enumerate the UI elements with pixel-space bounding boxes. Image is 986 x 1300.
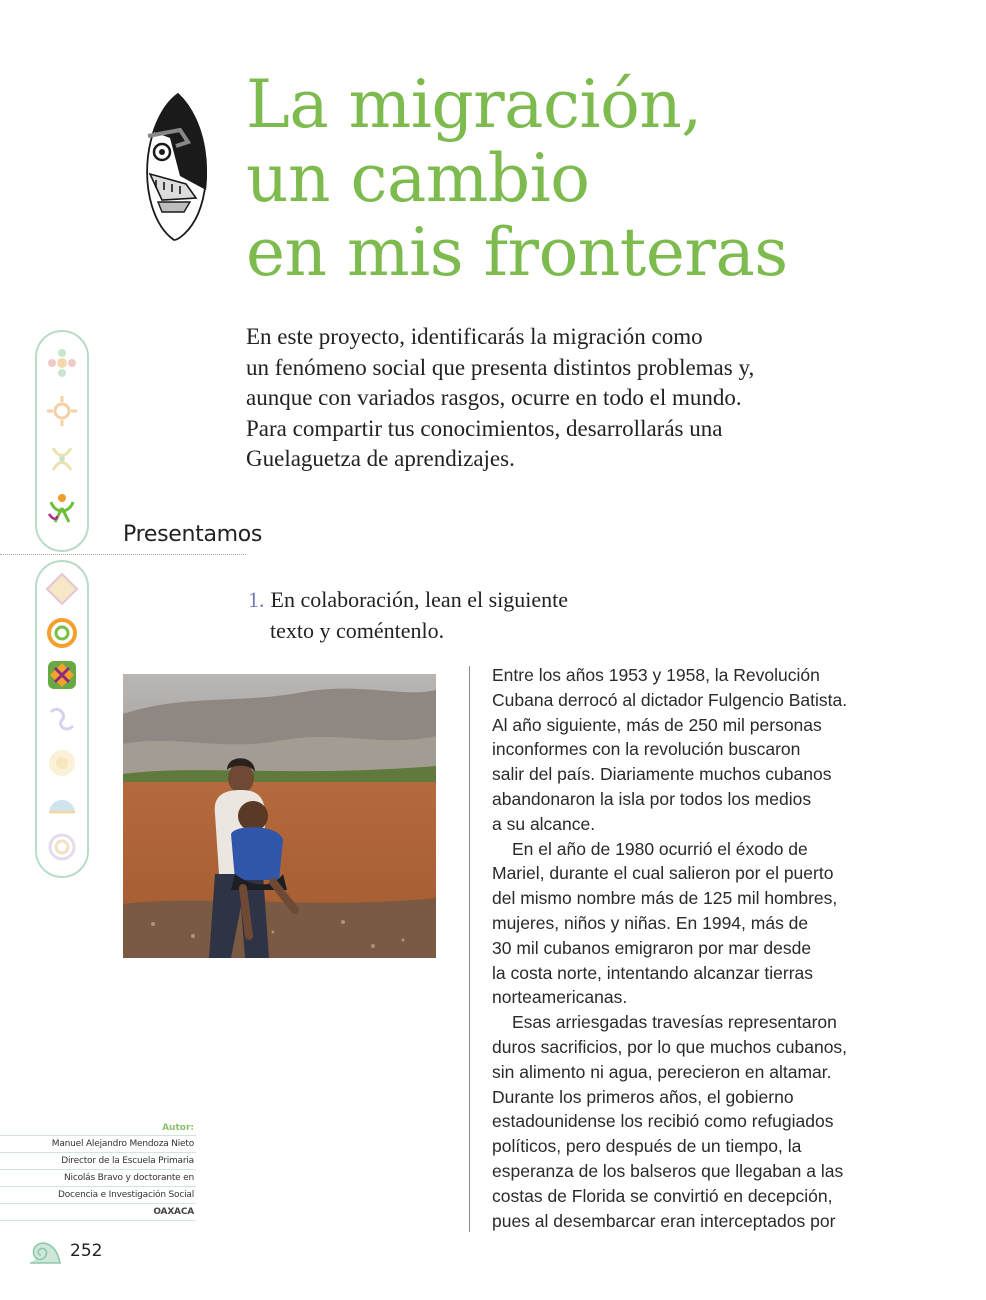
- column-divider: [469, 666, 470, 1232]
- article-line: a su alcance.: [492, 813, 596, 834]
- article-line: Entre los años 1953 y 1958, la Revolución: [492, 665, 820, 685]
- article-line: sin alimento ni agua, perecieron en altamar.: [492, 1061, 832, 1082]
- intro-line: un fenómeno social que presenta distintos problemas y,: [246, 354, 755, 380]
- active-person-icon: [45, 492, 79, 526]
- article-line: duros sacrificios, por lo que muchos cubanos,: [492, 1036, 848, 1057]
- orange-ring-icon: [45, 616, 79, 650]
- title-line: en mis fronteras: [246, 214, 788, 291]
- infinity-glyph-icon: [45, 702, 79, 736]
- article-line: del mismo nombre más de 125 mil hombres,: [492, 888, 838, 909]
- article-line: costas de Florida se convirtió en decepción,: [492, 1185, 833, 1206]
- diamond-glyph-icon: [45, 572, 79, 606]
- spiral-shell-icon: [28, 1239, 62, 1265]
- square-diamond-icon: [45, 658, 79, 692]
- activity-instruction: [248, 584, 648, 646]
- mound-glyph-icon: [45, 788, 79, 822]
- article-line: Durante los primeros años, el gobierno: [492, 1086, 794, 1107]
- article-line: estadounidense los recibió como refugiados: [492, 1111, 834, 1132]
- article-line: inconformes con la revolución buscaron: [492, 739, 801, 760]
- author-label: Autor:: [162, 1123, 194, 1133]
- author-credit: [0, 1121, 196, 1221]
- activity-line: texto y coméntenlo.: [270, 618, 445, 643]
- article-line: abandonaron la isla por todos los medios: [492, 788, 812, 809]
- title-line: un cambio: [246, 140, 590, 217]
- article-line: En el año de 1980 ocurrió el éxodo de: [512, 838, 808, 859]
- author-line: Director de la Escuela Primaria: [0, 1152, 196, 1169]
- article-line: Cubana derrocó al dictador Fulgencio Batista.: [492, 689, 848, 710]
- author-line: Docencia e Investigación Social: [0, 1186, 196, 1203]
- article-text: [492, 663, 962, 1233]
- activity-number: 1.: [248, 587, 265, 612]
- intro-line: En este proyecto, identificarás la migración como: [246, 324, 703, 349]
- article-line: la costa norte, intentando alcanzar tierras: [492, 962, 814, 983]
- circle-glyph-icon: [45, 746, 79, 780]
- page-number: 252: [70, 1241, 103, 1261]
- activity-text: En colaboración, lean el siguiente: [270, 587, 568, 612]
- figure-glyph-icon: [45, 442, 79, 476]
- article-line: políticos, pero después de un tiempo, la: [492, 1136, 802, 1157]
- flower-glyph-icon: [45, 346, 79, 380]
- migrant-photo: [123, 674, 436, 958]
- author-line: Nicolás Bravo y doctorante en: [0, 1169, 196, 1186]
- intro-line: Para compartir tus conocimientos, desarrollarás una: [246, 415, 723, 441]
- section-divider: [0, 554, 246, 555]
- intro-line: Guelaguetza de aprendizajes.: [246, 446, 515, 471]
- zapotec-mask-icon: [140, 90, 216, 246]
- article-line: salir del país. Diariamente muchos cubanos: [492, 764, 832, 785]
- article-line: norteamericanas.: [492, 987, 628, 1008]
- title-line: La migración,: [246, 66, 702, 143]
- spiral-glyph-icon: [45, 830, 79, 864]
- article-line: Esas arriesgadas travesías representaron: [512, 1012, 837, 1033]
- author-line: Manuel Alejandro Mendoza Nieto: [0, 1135, 196, 1152]
- section-heading: Presentamos: [123, 522, 263, 547]
- article-line: Al año siguiente, más de 250 mil personas: [492, 714, 822, 735]
- article-line: pues al desembarcar eran interceptados por: [492, 1210, 836, 1231]
- project-stage-strip: [35, 330, 89, 552]
- page-title: [246, 68, 946, 290]
- article-line: 30 mil cubanos emigraron por mar desde: [492, 937, 812, 958]
- article-line: esperanza de los balseros que llegaban a las: [492, 1160, 844, 1181]
- activity-line: [248, 584, 648, 615]
- project-stage-strip: [35, 560, 89, 878]
- author-line: OAXACA: [0, 1203, 196, 1221]
- intro-line: aunque con variados rasgos, ocurre en todo el mundo.: [246, 385, 742, 410]
- article-line: mujeres, niños y niñas. En 1994, más de: [492, 912, 809, 933]
- sun-glyph-icon: [45, 394, 79, 428]
- article-line: Mariel, durante el cual salieron por el puerto: [492, 863, 834, 884]
- intro-paragraph: [246, 322, 806, 475]
